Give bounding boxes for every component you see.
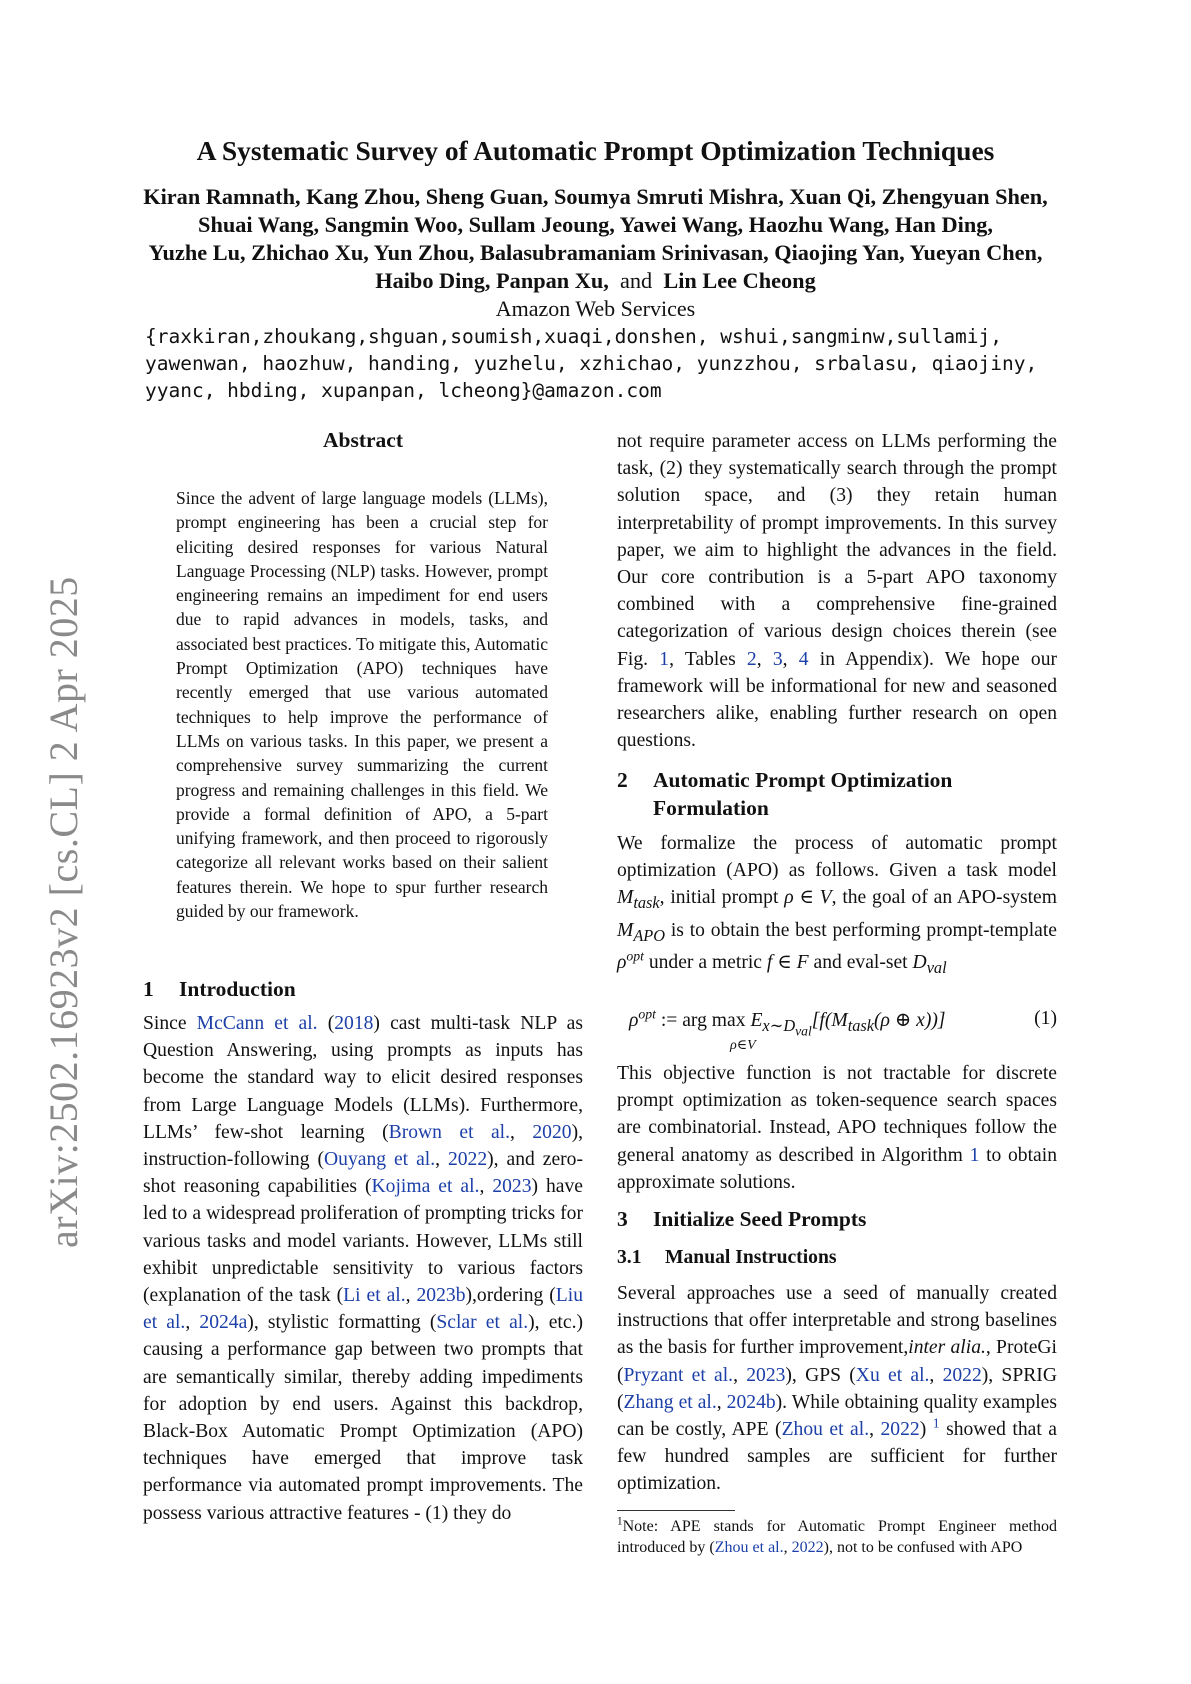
text: , [869, 1419, 881, 1441]
introduction-paragraph [143, 1010, 583, 1527]
text: This objective function is not tractable for discrete prompt optimization as token-sequence search spaces are combinatorial. Instead, APO techniques follow the general anatomy as described in Algorithm [617, 1063, 1057, 1166]
table-link[interactable]: 2 [746, 648, 757, 670]
text: to obtain approximate solutions. [617, 1144, 1057, 1193]
section-title: Automatic Prompt Optimization [653, 768, 953, 792]
text: ), etc.) causing a performance gap between two prompts that are semantically similar, thereby adding impediments for adoption by end users. Against this backdrop, Black-Box Automatic Prompt Optimization (APO) techniques have emerged that improve task performance via automated prompt improvements. The possess various attractive features - (1) they do [143, 1312, 583, 1524]
math-subsubscript: val [795, 1023, 812, 1039]
text: Since [143, 1013, 197, 1034]
email-list [145, 323, 1105, 404]
math-operator: := arg max [655, 1010, 751, 1031]
citation-link[interactable]: 2022 [447, 1149, 488, 1171]
text: , [405, 1285, 417, 1307]
text: ) have led to a widespread proliferation of prompting tricks for various tasks and model variants. However, LLMs still exhibit unpredictable sensitivity to various factors (explanation of the task ( [143, 1176, 583, 1307]
paper-title: A Systematic Survey of Automatic Prompt Optimization Techniques [196, 135, 995, 166]
text: , Tables [669, 648, 747, 670]
author-line: Yuzhe Lu, Zhichao Xu, Yun Zhou, Balasubramaniam Srinivasan, Qiaojing Yan, Yueyan Chen, [148, 240, 1043, 265]
math-subscript: task [633, 893, 660, 913]
text: ) [919, 1419, 933, 1441]
text: , [733, 1364, 747, 1386]
section-title-line [617, 766, 952, 794]
section-2-heading [617, 766, 952, 822]
email-line: yawenwan, haozhuw, handing, yuzhelu, xzhichao, yunzzhou, srbalasu, qiaojiny, [145, 352, 1038, 375]
argmax-subscript: ρ∈V [730, 1038, 756, 1053]
text: , [782, 648, 799, 670]
equation-body [629, 1008, 946, 1039]
citation-link[interactable]: 2023b [416, 1285, 466, 1307]
text: ), instruction-following ( [143, 1121, 583, 1171]
math-superscript: opt [626, 948, 644, 964]
text: not require parameter access on LLMs performing the task, (2) they systematically search through the prompt solution space, and (3) they retain human interpretability of prompt improvements. In this survey paper, we aim to highlight the advances in the field. Our core contribution is a 5-part APO taxonomy combined with a comprehensive fine-grained categorization of various design choices therein (see Fig. [617, 431, 1057, 670]
text: , [479, 1176, 493, 1198]
text: , [185, 1312, 200, 1334]
citation-link[interactable]: Zhang et al. [623, 1391, 717, 1413]
text: ), SPRIG ( [617, 1364, 1057, 1413]
author-line: Shuai Wang, Sangmin Woo, Sullam Jeoung, Yawei Wang, Haozhu Wang, Han Ding, [198, 212, 993, 237]
citation-link[interactable]: 2018 [334, 1013, 374, 1034]
text: , initial prompt [659, 887, 785, 909]
math-symbol: E [750, 1010, 763, 1031]
text: ), stylistic formatting ( [247, 1312, 437, 1334]
text: , [783, 1539, 792, 1556]
citation-link[interactable]: 2022 [880, 1419, 920, 1441]
author-line [100, 267, 1091, 295]
author-line: Kiran Ramnath, Kang Zhou, Sheng Guan, Soumya Smruti Mishra, Xuan Qi, Zhengyuan Shen, [143, 184, 1048, 209]
citation-link[interactable]: McCann et al. [196, 1013, 318, 1034]
table-link[interactable]: 3 [772, 648, 783, 670]
citation-link[interactable]: Xu et al. [855, 1364, 930, 1386]
section-1-heading [143, 975, 296, 1003]
citation-link[interactable]: 2022 [942, 1364, 982, 1386]
text: ), and zero-shot reasoning capabilities ( [143, 1149, 583, 1198]
citation-link[interactable]: Zhou et al. [714, 1539, 784, 1556]
author-list [100, 183, 1091, 295]
section-title: Introduction [179, 977, 296, 1001]
citation-link[interactable]: Brown et al. [388, 1121, 511, 1143]
math-symbol: (ρ ⊕ x))] [874, 1010, 946, 1031]
text: , the goal of an APO-system [831, 887, 1057, 909]
formulation-text [617, 830, 1057, 981]
objective-paragraph [617, 1060, 1057, 1196]
intro-continuation [617, 428, 1057, 754]
footnote [617, 1516, 1057, 1558]
math-symbol: M [617, 919, 634, 941]
subsection-3-1-heading [617, 1244, 836, 1272]
citation-link[interactable]: Li et al. [343, 1285, 406, 1307]
math-symbol: ρ [617, 951, 627, 973]
math-symbol: [f(M [811, 1010, 848, 1031]
formulation-paragraph [617, 830, 1057, 981]
citation-link[interactable]: Kojima et al. [371, 1176, 480, 1198]
section-title: Initialize Seed Prompts [653, 1207, 867, 1231]
text: Several approaches use a seed of manually created instructions that offer interpretable and strong baselines as the basis for further improvement, [617, 1283, 1057, 1359]
footnote-number: 1 [617, 1515, 623, 1528]
citation-link[interactable]: 2023 [746, 1364, 786, 1386]
manual-instructions-text [617, 1280, 1057, 1498]
text: ),ordering ( [465, 1285, 556, 1307]
equation-1 [617, 1004, 1057, 1056]
email-line: {raxkiran,zhoukang,shguan,soumish,xuaqi,donshen, wshui,sangminw,sullamij, [145, 325, 1003, 348]
math-symbol: ρ ∈ V [784, 887, 832, 909]
table-link[interactable]: 4 [798, 648, 809, 670]
arxiv-identifier: arXiv:2502.16923v2 [cs.CL] 2 Apr 2025 [41, 576, 86, 1248]
subsection-title: Manual Instructions [665, 1247, 837, 1268]
email-line: yyanc, hbding, xupanpan, lcheong}@amazon.com [145, 379, 662, 402]
algorithm-link[interactable]: 1 [969, 1144, 980, 1166]
text: in Appendix). We hope our framework will be informational for new and seasoned researchers alike, enabling further research on open questions. [617, 648, 1058, 752]
text: , [510, 1121, 533, 1143]
math-subscript [762, 1015, 812, 1039]
section-number: 1 [143, 977, 154, 1001]
text: ( [317, 1013, 335, 1034]
math-symbol: D [912, 951, 927, 973]
math-symbol: ρ [629, 1010, 639, 1031]
author-conjunction: and [619, 268, 653, 293]
text: showed that a few hundred samples are sufficient for further optimization. [617, 1419, 1058, 1495]
citation-link[interactable]: Pryzant et al. [623, 1364, 734, 1386]
section-number: 3 [617, 1207, 628, 1231]
footnote-divider [617, 1510, 735, 1511]
affiliation: Amazon Web Services [495, 296, 696, 321]
text: , ProteGi ( [617, 1337, 1057, 1386]
text: and eval-set [808, 951, 913, 973]
text: ), GPS ( [785, 1364, 856, 1386]
subsection-number: 3.1 [617, 1247, 642, 1268]
math-subscript: APO [633, 925, 666, 945]
text: , [435, 1149, 448, 1171]
text: , [716, 1391, 727, 1413]
citation-link[interactable]: 2022 [791, 1539, 824, 1556]
citation-link[interactable]: Liu et al. [143, 1285, 583, 1334]
section-title-line: Formulation [653, 796, 769, 820]
text: is to obtain the best performing prompt-template [665, 919, 1057, 941]
manual-instructions-paragraph [617, 1280, 1057, 1498]
citation-link[interactable]: 2024b [726, 1391, 776, 1413]
math-subscript: task [847, 1015, 875, 1035]
citation-link[interactable]: 2024a [199, 1312, 248, 1334]
citation-link[interactable]: Ouyang et al. [324, 1149, 436, 1171]
intro-continuation-text [617, 428, 1057, 754]
math-superscript: opt [638, 1006, 656, 1022]
citation-link[interactable]: Sclar et al. [436, 1312, 529, 1334]
citation-link[interactable]: Zhou et al. [781, 1419, 870, 1441]
figure-link[interactable]: 1 [659, 648, 670, 670]
section-3-heading [617, 1205, 866, 1233]
section-number: 2 [617, 768, 628, 792]
citation-link[interactable]: 2023 [492, 1176, 532, 1198]
abstract-text: Since the advent of large language models (LLMs), prompt engineering has been a crucial step for eliciting desired responses for various Natural Language Processing (NLP) tasks. However, prompt engineering remains an impediment for end users due to rapid advances in models, tasks, and associated best practices. To mitigate this, Automatic Prompt Optimization (APO) techniques have recently emerged that use various automated techniques to help improve the performance of LLMs on various tasks. In this paper, we present a comprehensive survey summarizing the current progress and remaining challenges in this field. We provide a formal definition of APO, a 5-part unifying framework, and then proceed to rigorously categorize all relevant works based on their salient features therein. We hope to spur further research guided by our framework. [176, 488, 548, 922]
text: Note: APE stands for Automatic Prompt Engineer method introduced by ( [617, 1518, 1057, 1556]
text: , [756, 648, 773, 670]
footnote-marker[interactable]: 1 [932, 1415, 940, 1431]
text: ). While obtaining quality examples can be costly, APE ( [617, 1391, 1058, 1441]
text: , [929, 1364, 943, 1386]
abstract-heading: Abstract [322, 428, 403, 452]
italic-text: inter alia. [908, 1337, 986, 1359]
math-symbol: M [617, 887, 634, 909]
author-names: Lin Lee Cheong [663, 268, 816, 293]
objective-text [617, 1060, 1057, 1196]
author-names: Haibo Ding, Panpan Xu, [375, 268, 609, 293]
math-subscript-text: x∼D [762, 1015, 796, 1035]
introduction-text [143, 1010, 583, 1527]
text: ), not to be confused with APO [823, 1539, 1023, 1556]
text: under a metric [643, 951, 767, 973]
text: We formalize the process of automatic prompt optimization (APO) as follows. Given a task model [617, 833, 1057, 882]
equation-number: (1) [1034, 1008, 1057, 1029]
math-symbol: f ∈ F [766, 951, 809, 973]
citation-link[interactable]: 2020 [532, 1121, 572, 1143]
text: ) cast multi-task NLP as Question Answering, using prompts as inputs has become the standard way to elicit desired responses from Large Language Models (LLMs). Furthermore, LLMs’ few-shot learning ( [143, 1013, 583, 1143]
math-subscript: val [926, 957, 947, 977]
